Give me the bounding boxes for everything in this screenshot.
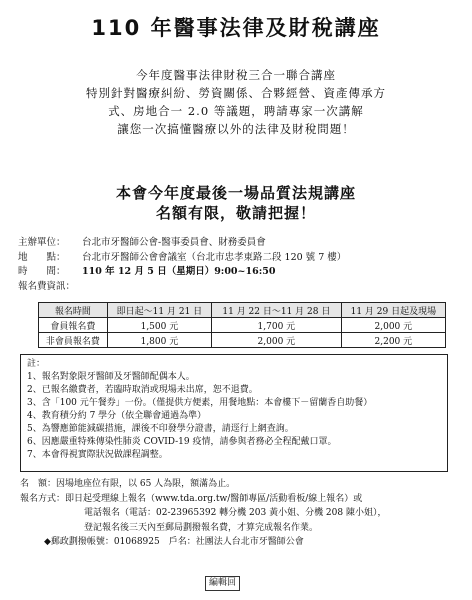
method-label: 報名方式： bbox=[20, 493, 66, 504]
postal-account-text: ◆郵政劃撥帳號：01068925 戶名：社團法人台北市牙醫師公會 bbox=[44, 537, 304, 547]
fee-table-header-row bbox=[39, 303, 446, 318]
headline bbox=[0, 183, 472, 223]
table-cell: 2,200 元 bbox=[341, 333, 445, 348]
registration-info bbox=[20, 477, 460, 550]
time-row bbox=[18, 265, 458, 280]
headline-line: 本會今年度最後一場品質法規講座 bbox=[115, 184, 356, 202]
fee-table-header: 即日起～11 月 21 日 bbox=[107, 303, 211, 318]
back-button[interactable]: 編輯回 bbox=[205, 576, 240, 591]
table-cell: 1,800 元 bbox=[107, 333, 211, 348]
organizer-label: 主辦單位： bbox=[18, 237, 66, 248]
table-cell: 2,000 元 bbox=[341, 318, 445, 333]
page-title: 110 年醫事法律及財稅講座 bbox=[91, 16, 381, 40]
fee-table-header: 11 月 29 日起及現場 bbox=[341, 303, 445, 318]
phone-text: 電話報名（電話：02-23965392 轉分機 203 黃小姐、分機 208 陳小姐）， bbox=[84, 508, 387, 518]
method-text: 即日起受理線上報名（www.tda.org.tw/醫師專區/活動看板/線上報名）或 bbox=[65, 493, 363, 504]
note-item: 5、為響應節能減碳措施，課後不印發學分證書，請逕行上網查詢。 bbox=[27, 424, 294, 434]
table-cell: 1,700 元 bbox=[212, 318, 342, 333]
note-item: 2、已報名繳費者，若臨時取消或現場未出席，恕不退費。 bbox=[27, 385, 258, 395]
intro-line: 特別針對醫療糾紛、勞資關係、合夥經營、資產傳承方 bbox=[86, 86, 386, 100]
organizer-row bbox=[18, 236, 458, 251]
table-row bbox=[39, 333, 446, 348]
fee-table-header: 11 月 22 日～11 月 28 日 bbox=[212, 303, 342, 318]
table-cell: 非會員報名費 bbox=[39, 333, 108, 348]
headline-line: 名額有限，敬請把握！ bbox=[155, 204, 316, 222]
fee-table-header: 報名時間 bbox=[39, 303, 108, 318]
time-label: 時 間： bbox=[18, 266, 66, 277]
intro-line: 式、房地合一 2.0 等議題，聘請專家一次講解 bbox=[108, 104, 364, 118]
fee-info-label: 報名費資訊： bbox=[18, 280, 76, 292]
note-item: 7、本會得視實際狀況做課程調整。 bbox=[27, 450, 168, 460]
note-item: 4、教育積分約 7 學分（依全聯會通過為準） bbox=[27, 411, 207, 421]
table-row bbox=[39, 318, 446, 333]
table-cell: 2,000 元 bbox=[212, 333, 342, 348]
table-cell: 1,500 元 bbox=[107, 318, 211, 333]
intro-text bbox=[0, 66, 472, 138]
intro-line: 今年度醫事法律財稅三合一聯合講座 bbox=[136, 68, 336, 82]
fee-table bbox=[38, 302, 446, 348]
location-value: 台北市牙醫師公會會議室（台北市忠孝東路二段 120 號 7 樓） bbox=[82, 251, 347, 263]
table-cell: 會員報名費 bbox=[39, 318, 108, 333]
organizer-value: 台北市牙醫師公會-醫事委員會、財務委員會 bbox=[82, 237, 266, 248]
note-item: 1、報名對象限牙醫師及牙醫師配偶本人。 bbox=[27, 372, 195, 382]
note-item: 3、含「100 元午餐券」一份。（僅提供方便素，用餐地點：本會樓下－留蘭香自助餐） bbox=[27, 398, 373, 408]
time-value: 110 年 12 月 5 日（星期日）9:00~16:50 bbox=[82, 266, 276, 277]
location-row bbox=[18, 251, 458, 266]
method-row bbox=[20, 492, 460, 507]
reminder-text: 登記報名後三天內至郵局劃撥報名費，才算完成報名作業。 bbox=[84, 522, 319, 533]
event-info bbox=[18, 236, 458, 294]
intro-line: 讓您一次搞懂醫療以外的法律及財稅問題！ bbox=[117, 122, 355, 136]
notes-box bbox=[20, 354, 448, 472]
notes-heading: 註： bbox=[27, 359, 46, 369]
location-label: 地 點： bbox=[18, 251, 66, 263]
quota-text: 名 額：因場地座位有限，以 65 人為限，額滿為止。 bbox=[20, 479, 236, 489]
note-item: 6、因應嚴重特殊傳染性肺炎 COVID-19 疫情，請參與者務必全程配戴口罩。 bbox=[27, 437, 337, 447]
